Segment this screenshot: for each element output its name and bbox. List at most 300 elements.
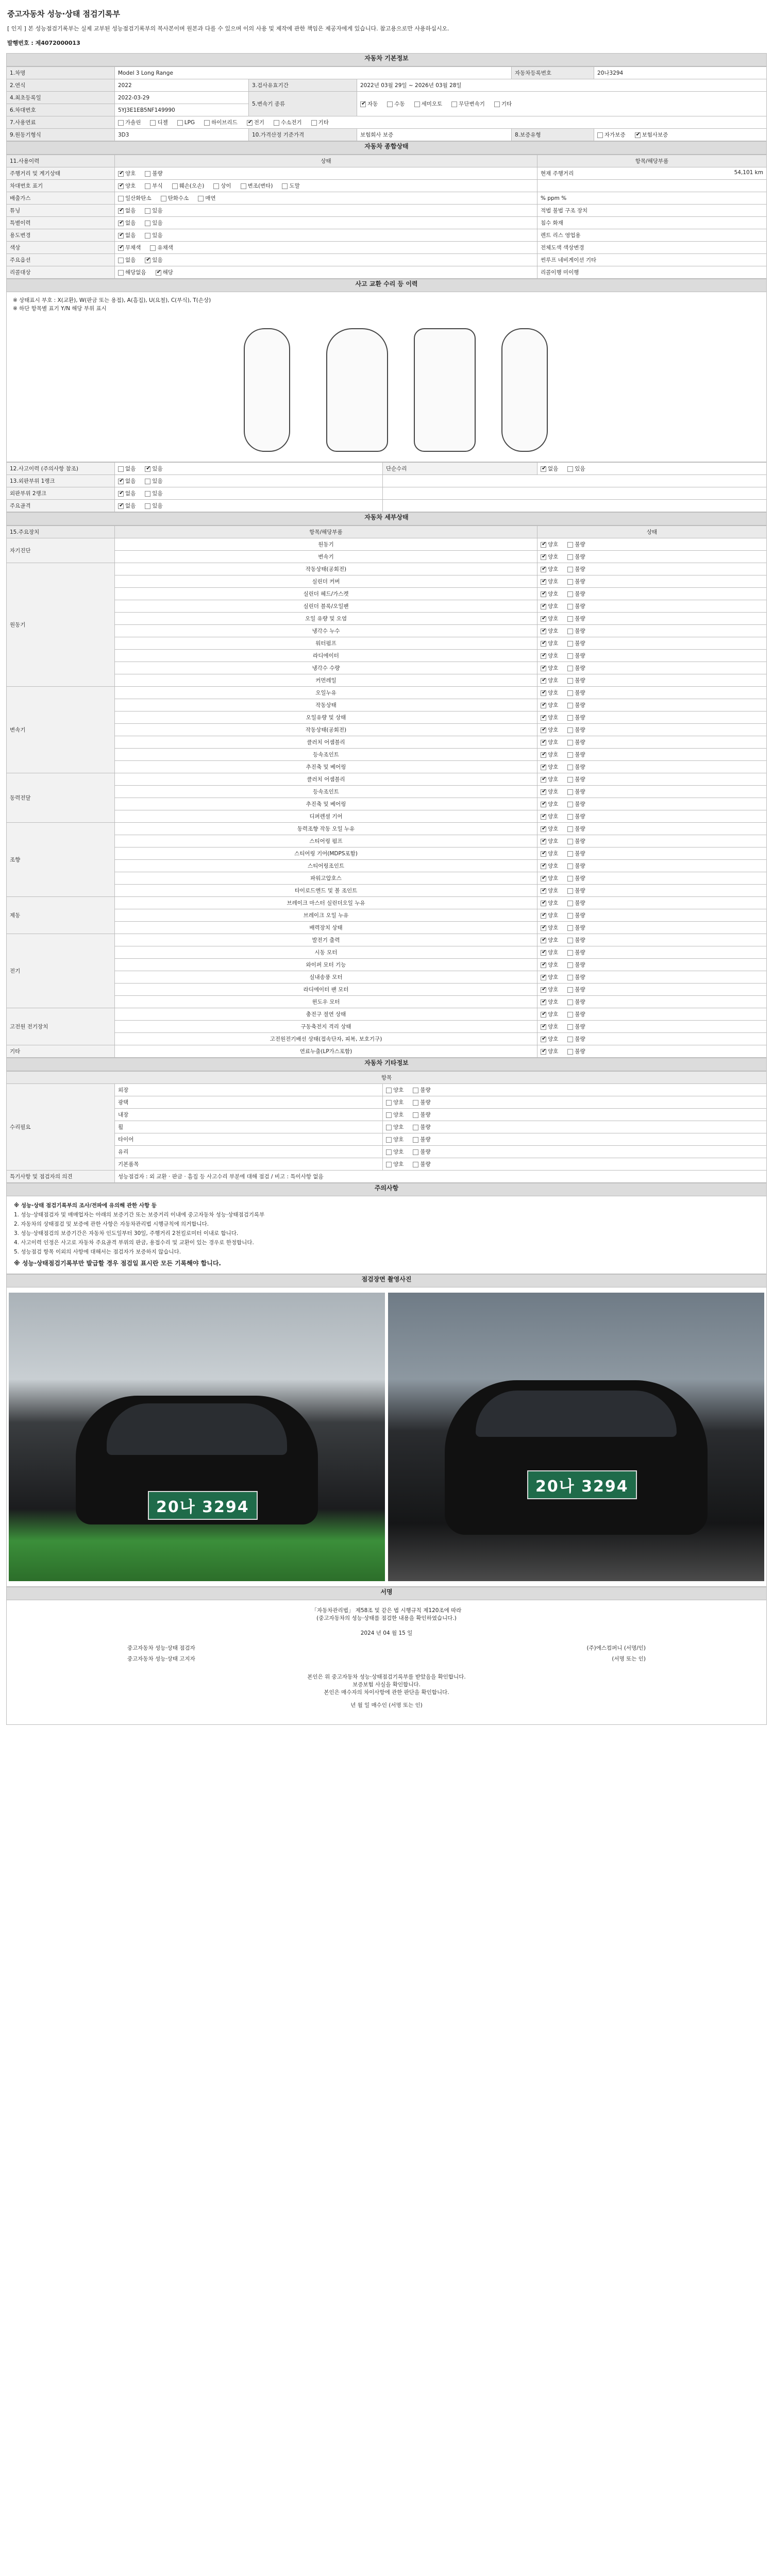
checkbox-option[interactable] — [541, 1047, 558, 1055]
checkbox-icon[interactable] — [118, 233, 124, 239]
checkbox-option[interactable] — [413, 1086, 430, 1094]
checkbox-icon[interactable] — [541, 653, 546, 659]
checkbox-icon[interactable] — [145, 491, 150, 497]
checkbox-option[interactable] — [241, 182, 273, 190]
checkbox-icon[interactable] — [541, 567, 546, 572]
checkbox-option[interactable] — [541, 961, 558, 969]
checkbox-option[interactable] — [541, 578, 558, 585]
checkbox-icon[interactable] — [145, 479, 150, 484]
checkbox-option[interactable] — [360, 100, 378, 108]
checkbox-icon[interactable] — [541, 703, 546, 708]
checkbox-icon[interactable] — [567, 579, 573, 585]
checkbox-icon[interactable] — [150, 245, 156, 251]
checkbox-option[interactable] — [541, 837, 558, 845]
checkbox-icon[interactable] — [413, 1100, 418, 1106]
checkbox-label: 무채색 — [125, 245, 141, 251]
checkbox-option[interactable] — [567, 627, 585, 635]
checkbox-option[interactable] — [567, 948, 585, 956]
checkbox-icon[interactable] — [567, 653, 573, 659]
checkbox-option[interactable] — [541, 812, 558, 820]
checkbox-option[interactable] — [118, 465, 136, 472]
checkbox-option[interactable] — [118, 219, 136, 227]
checkbox-option[interactable] — [145, 256, 162, 264]
checkbox-icon[interactable] — [145, 221, 150, 226]
checkbox-icon[interactable] — [150, 120, 156, 126]
checkbox-option[interactable] — [541, 1010, 558, 1018]
checkbox-option[interactable] — [386, 1123, 404, 1131]
checkbox-option[interactable] — [541, 602, 558, 610]
checkbox-option[interactable] — [567, 714, 585, 721]
checkbox-option[interactable] — [413, 1098, 430, 1106]
checkbox-option[interactable] — [541, 615, 558, 622]
checkbox-option[interactable] — [567, 763, 585, 771]
checkbox-icon[interactable] — [567, 814, 573, 820]
checkbox-option[interactable] — [567, 1010, 585, 1018]
checkbox-icon[interactable] — [541, 604, 546, 609]
checkbox-icon[interactable] — [541, 999, 546, 1005]
checkbox-icon[interactable] — [541, 690, 546, 696]
checkbox-option[interactable] — [567, 812, 585, 820]
checkbox-icon[interactable] — [145, 466, 150, 472]
checkbox-icon[interactable] — [567, 1024, 573, 1030]
checkbox-label: 양호 — [548, 690, 559, 696]
checkbox-icon[interactable] — [541, 987, 546, 993]
checkbox-option[interactable] — [413, 1148, 430, 1156]
checkbox-option[interactable] — [413, 1136, 430, 1143]
checkbox-icon[interactable] — [118, 270, 124, 276]
checkbox-option[interactable] — [567, 788, 585, 795]
checkbox-option[interactable] — [145, 170, 162, 177]
checkbox-icon[interactable] — [567, 938, 573, 943]
overall-row-label: 주행거리 및 계기상태 — [7, 167, 115, 180]
checkbox-option[interactable] — [541, 948, 558, 956]
checkbox-icon[interactable] — [118, 466, 124, 472]
checkbox-option[interactable] — [118, 194, 152, 202]
checkbox-icon[interactable] — [567, 802, 573, 807]
checkbox-icon[interactable] — [541, 554, 546, 560]
checkbox-icon[interactable] — [567, 591, 573, 597]
checkbox-icon[interactable] — [204, 120, 210, 126]
checkbox-option[interactable] — [118, 477, 136, 485]
checkbox-option[interactable] — [567, 825, 585, 833]
checkbox-option[interactable] — [177, 120, 195, 126]
checkbox-option[interactable] — [541, 887, 558, 894]
checkbox-icon[interactable] — [541, 727, 546, 733]
checkbox-option[interactable] — [145, 489, 162, 497]
checkbox-option[interactable] — [145, 182, 162, 190]
checkbox-option[interactable] — [156, 268, 173, 276]
checkbox-option[interactable] — [567, 911, 585, 919]
checkbox-option[interactable] — [567, 578, 585, 585]
checkbox-icon[interactable] — [567, 554, 573, 560]
checkbox-icon[interactable] — [541, 789, 546, 795]
checkbox-option[interactable] — [541, 986, 558, 993]
checkbox-label: LPG — [184, 120, 195, 126]
checkbox-option[interactable] — [145, 477, 162, 485]
checkbox-option[interactable] — [145, 231, 162, 239]
checkbox-option[interactable] — [567, 837, 585, 845]
checkbox-icon[interactable] — [567, 629, 573, 634]
checkbox-icon[interactable] — [386, 1137, 392, 1143]
checkbox-icon[interactable] — [541, 913, 546, 919]
checkbox-icon[interactable] — [567, 752, 573, 758]
checkbox-option[interactable] — [118, 231, 136, 239]
checkbox-option[interactable] — [597, 131, 626, 139]
checkbox-icon[interactable] — [386, 1100, 392, 1106]
checkbox-option[interactable] — [198, 194, 215, 202]
checkbox-option[interactable] — [567, 701, 585, 709]
checkbox-option[interactable] — [386, 1098, 404, 1106]
checkbox-icon[interactable] — [541, 826, 546, 832]
checkbox-icon[interactable] — [567, 641, 573, 647]
checkbox-option[interactable] — [567, 961, 585, 969]
checkbox-option[interactable] — [541, 800, 558, 808]
checkbox-option[interactable] — [282, 182, 299, 190]
checkbox-option[interactable] — [386, 1111, 404, 1118]
checkbox-option[interactable] — [541, 565, 558, 573]
checkbox-icon[interactable] — [567, 789, 573, 795]
checkbox-option[interactable] — [541, 862, 558, 870]
checkbox-icon[interactable] — [567, 616, 573, 622]
checkbox-icon[interactable] — [541, 1024, 546, 1030]
checkbox-icon[interactable] — [161, 196, 166, 201]
checkbox-icon[interactable] — [567, 1037, 573, 1042]
checkbox-icon[interactable] — [451, 101, 457, 107]
checkbox-icon[interactable] — [118, 208, 124, 214]
checkbox-icon[interactable] — [567, 962, 573, 968]
checkbox-icon[interactable] — [541, 752, 546, 758]
checkbox-icon[interactable] — [541, 466, 546, 472]
checkbox-icon[interactable] — [414, 101, 420, 107]
checkbox-option[interactable] — [567, 565, 585, 573]
checkbox-option[interactable] — [541, 924, 558, 931]
checkbox-option[interactable] — [150, 244, 173, 251]
checkbox-icon[interactable] — [541, 938, 546, 943]
checkbox-icon[interactable] — [494, 101, 500, 107]
checkbox-option[interactable] — [567, 862, 585, 870]
checkbox-icon[interactable] — [274, 120, 279, 126]
checkbox-icon[interactable] — [118, 245, 124, 251]
checkbox-icon[interactable] — [567, 826, 573, 832]
checkbox-option[interactable] — [567, 899, 585, 907]
checkbox-icon[interactable] — [118, 183, 124, 189]
checkbox-option[interactable] — [541, 763, 558, 771]
checkbox-option[interactable] — [567, 664, 585, 672]
checkbox-option[interactable] — [567, 850, 585, 857]
checkbox-icon[interactable] — [567, 740, 573, 745]
checkbox-icon[interactable] — [172, 183, 178, 189]
checkbox-option[interactable] — [386, 1148, 404, 1156]
checkbox-option[interactable] — [567, 936, 585, 944]
checkbox-icon[interactable] — [541, 1049, 546, 1055]
checkbox-option[interactable] — [567, 540, 585, 548]
checkbox-icon[interactable] — [541, 876, 546, 882]
checkbox-option[interactable] — [541, 590, 558, 598]
checkbox-option[interactable] — [413, 1111, 430, 1118]
checkbox-option[interactable] — [567, 553, 585, 561]
checkbox-icon[interactable] — [567, 1012, 573, 1018]
checkbox-icon[interactable] — [541, 777, 546, 783]
checkbox-icon[interactable] — [541, 962, 546, 968]
checkbox-option[interactable] — [541, 689, 558, 697]
checkbox-option[interactable] — [541, 973, 558, 981]
checkbox-option[interactable] — [567, 465, 585, 472]
checkbox-icon[interactable] — [118, 221, 124, 226]
checkbox-icon[interactable] — [413, 1088, 418, 1093]
checkbox-option[interactable] — [541, 1035, 558, 1043]
checkbox-option[interactable] — [145, 207, 162, 214]
checkbox-icon[interactable] — [541, 641, 546, 647]
checkbox-icon[interactable] — [541, 715, 546, 721]
checkbox-label: 불량 — [575, 541, 585, 548]
checkbox-icon[interactable] — [413, 1162, 418, 1167]
checkbox-icon[interactable] — [541, 901, 546, 906]
checkbox-option[interactable] — [541, 899, 558, 907]
checkbox-option[interactable] — [567, 615, 585, 622]
checkbox-option[interactable] — [541, 639, 558, 647]
checkbox-icon[interactable] — [413, 1125, 418, 1130]
checkbox-option[interactable] — [541, 788, 558, 795]
checkbox-icon[interactable] — [567, 901, 573, 906]
checkbox-icon[interactable] — [597, 132, 603, 138]
checkbox-option[interactable] — [635, 131, 668, 139]
checkbox-icon[interactable] — [567, 913, 573, 919]
detail-row — [7, 1021, 767, 1033]
checkbox-icon[interactable] — [541, 839, 546, 844]
checkbox-icon[interactable] — [567, 678, 573, 684]
checkbox-icon[interactable] — [567, 727, 573, 733]
checkbox-icon[interactable] — [145, 258, 150, 263]
checkbox-option[interactable] — [567, 751, 585, 758]
checkbox-option[interactable] — [494, 100, 512, 108]
checkbox-icon[interactable] — [247, 120, 253, 126]
checkbox-icon[interactable] — [118, 120, 124, 126]
checkbox-icon[interactable] — [386, 1162, 392, 1167]
checkbox-option[interactable] — [413, 1123, 430, 1131]
checkbox-icon[interactable] — [118, 258, 124, 263]
checkbox-option[interactable] — [541, 664, 558, 672]
checkbox-option[interactable] — [145, 465, 162, 472]
checkbox-option[interactable] — [213, 182, 231, 190]
checkbox-option[interactable] — [567, 986, 585, 993]
checkbox-icon[interactable] — [118, 491, 124, 497]
checkbox-option[interactable] — [541, 553, 558, 561]
checkbox-option[interactable] — [567, 973, 585, 981]
checkbox-icon[interactable] — [541, 678, 546, 684]
checkbox-option[interactable] — [541, 738, 558, 746]
checkbox-label: 양호 — [548, 999, 559, 1005]
checkbox-option[interactable] — [541, 775, 558, 783]
checkbox-option[interactable] — [567, 590, 585, 598]
detail-row — [7, 860, 767, 872]
checkbox-icon[interactable] — [635, 132, 641, 138]
checkbox-icon[interactable] — [567, 950, 573, 956]
checkbox-option[interactable] — [247, 118, 264, 126]
checkbox-icon[interactable] — [541, 814, 546, 820]
checkbox-icon[interactable] — [567, 703, 573, 708]
checkbox-icon[interactable] — [145, 208, 150, 214]
checkbox-icon[interactable] — [386, 1149, 392, 1155]
checkbox-option[interactable] — [567, 1047, 585, 1055]
checkbox-icon[interactable] — [567, 604, 573, 609]
checkbox-option[interactable] — [541, 701, 558, 709]
checkbox-option[interactable] — [567, 1023, 585, 1030]
checkbox-option[interactable] — [541, 652, 558, 659]
checkbox-icon[interactable] — [567, 1049, 573, 1055]
checkbox-option[interactable] — [541, 627, 558, 635]
checkbox-option[interactable] — [118, 244, 141, 251]
checkbox-icon[interactable] — [213, 183, 219, 189]
checkbox-option[interactable] — [386, 1136, 404, 1143]
checkbox-icon[interactable] — [567, 466, 573, 472]
checkbox-icon[interactable] — [118, 503, 124, 509]
checkbox-option[interactable] — [541, 825, 558, 833]
checkbox-option[interactable] — [413, 1160, 430, 1168]
checkbox-option[interactable] — [567, 689, 585, 697]
checkbox-icon[interactable] — [386, 1088, 392, 1093]
checkbox-option[interactable] — [118, 170, 136, 177]
checkbox-icon[interactable] — [567, 888, 573, 894]
checkbox-option[interactable] — [567, 738, 585, 746]
checkbox-option[interactable] — [451, 100, 485, 108]
checkbox-icon[interactable] — [387, 101, 393, 107]
checkbox-icon[interactable] — [386, 1125, 392, 1130]
checkbox-icon[interactable] — [156, 270, 161, 276]
checkbox-icon[interactable] — [567, 839, 573, 844]
checkbox-option[interactable] — [541, 911, 558, 919]
checkbox-option[interactable] — [541, 465, 558, 472]
checkbox-option[interactable] — [541, 726, 558, 734]
checkbox-icon[interactable] — [567, 863, 573, 869]
checkbox-option[interactable] — [118, 207, 136, 214]
checkbox-icon[interactable] — [118, 171, 124, 177]
checkbox-icon[interactable] — [413, 1149, 418, 1155]
label: 9.원동기형식 — [7, 129, 115, 141]
checkbox-option[interactable] — [386, 1160, 404, 1168]
checkbox-icon[interactable] — [541, 579, 546, 585]
checkbox-icon[interactable] — [541, 1037, 546, 1042]
checkbox-option[interactable] — [387, 100, 405, 108]
checkbox-icon[interactable] — [145, 503, 150, 509]
checkbox-icon[interactable] — [541, 950, 546, 956]
checkbox-option[interactable] — [541, 540, 558, 548]
checkbox-icon[interactable] — [541, 740, 546, 745]
checkbox-icon[interactable] — [118, 479, 124, 484]
checkbox-option[interactable] — [150, 118, 167, 126]
checkbox-option[interactable] — [541, 714, 558, 721]
checkbox-option[interactable] — [541, 936, 558, 944]
checkbox-icon[interactable] — [360, 101, 366, 107]
checkbox-option[interactable] — [541, 998, 558, 1006]
detail-row — [7, 897, 767, 909]
checkbox-icon[interactable] — [541, 925, 546, 931]
checkbox-option[interactable] — [118, 182, 136, 190]
checkbox-option[interactable] — [541, 874, 558, 882]
checkbox-icon[interactable] — [541, 888, 546, 894]
checkbox-icon[interactable] — [541, 765, 546, 770]
checkbox-icon[interactable] — [567, 567, 573, 572]
checkbox-option[interactable] — [567, 639, 585, 647]
checkbox-icon[interactable] — [567, 715, 573, 721]
checkbox-option[interactable] — [172, 182, 205, 190]
checkbox-option[interactable] — [118, 502, 136, 510]
checkbox-option[interactable] — [567, 602, 585, 610]
checkbox-icon[interactable] — [541, 629, 546, 634]
checkbox-option[interactable] — [541, 1023, 558, 1030]
checkbox-option[interactable] — [161, 194, 189, 202]
checkbox-icon[interactable] — [145, 183, 150, 189]
checkbox-option[interactable] — [118, 489, 136, 497]
checkbox-icon[interactable] — [541, 1012, 546, 1018]
checkbox-option[interactable] — [567, 652, 585, 659]
checkbox-icon[interactable] — [567, 851, 573, 857]
checkbox-option[interactable] — [567, 676, 585, 684]
checkbox-icon[interactable] — [386, 1112, 392, 1118]
checkbox-icon[interactable] — [567, 666, 573, 671]
checkbox-icon[interactable] — [311, 120, 317, 126]
checkbox-option[interactable] — [118, 268, 146, 276]
checkbox-option[interactable] — [567, 998, 585, 1006]
checkbox-option[interactable] — [274, 118, 302, 126]
checkbox-option[interactable] — [567, 874, 585, 882]
checkbox-option[interactable] — [567, 775, 585, 783]
checkbox-option[interactable] — [567, 1035, 585, 1043]
checkbox-icon[interactable] — [567, 765, 573, 770]
checkbox-option[interactable] — [386, 1086, 404, 1094]
checkbox-icon[interactable] — [198, 196, 204, 201]
checkbox-icon[interactable] — [541, 851, 546, 857]
checkbox-icon[interactable] — [282, 183, 288, 189]
checkbox-icon[interactable] — [541, 542, 546, 548]
checkbox-option[interactable] — [541, 850, 558, 857]
checkbox-icon[interactable] — [567, 690, 573, 696]
checkbox-icon[interactable] — [567, 987, 573, 993]
checkbox-icon[interactable] — [413, 1112, 418, 1118]
checkbox-option[interactable] — [311, 118, 329, 126]
checkbox-icon[interactable] — [145, 171, 150, 177]
checkbox-icon[interactable] — [567, 975, 573, 980]
checkbox-icon[interactable] — [541, 666, 546, 671]
checkbox-option[interactable] — [541, 676, 558, 684]
checkbox-icon[interactable] — [567, 542, 573, 548]
checkbox-icon[interactable] — [541, 863, 546, 869]
checkbox-icon[interactable] — [118, 196, 124, 201]
checkbox-option[interactable] — [567, 924, 585, 931]
checkbox-icon[interactable] — [567, 925, 573, 931]
checkbox-icon[interactable] — [145, 233, 150, 239]
checkbox-option[interactable] — [145, 219, 162, 227]
checkbox-icon[interactable] — [541, 975, 546, 980]
checkbox-icon[interactable] — [541, 802, 546, 807]
checkbox-option[interactable] — [567, 887, 585, 894]
checkbox-icon[interactable] — [541, 591, 546, 597]
checkbox-option[interactable] — [541, 751, 558, 758]
checkbox-option[interactable] — [567, 726, 585, 734]
checkbox-icon[interactable] — [241, 183, 246, 189]
checkbox-icon[interactable] — [567, 876, 573, 882]
checkbox-icon[interactable] — [541, 616, 546, 622]
checkbox-option[interactable] — [145, 502, 162, 510]
checkbox-icon[interactable] — [567, 999, 573, 1005]
checkbox-option[interactable] — [204, 118, 238, 126]
checkbox-option[interactable] — [118, 256, 136, 264]
checkbox-option[interactable] — [118, 118, 141, 126]
checkbox-option[interactable] — [567, 800, 585, 808]
checkbox-icon[interactable] — [567, 777, 573, 783]
checkbox-icon[interactable] — [177, 120, 183, 126]
checkbox-icon[interactable] — [413, 1137, 418, 1143]
checkbox-option[interactable] — [414, 100, 443, 108]
